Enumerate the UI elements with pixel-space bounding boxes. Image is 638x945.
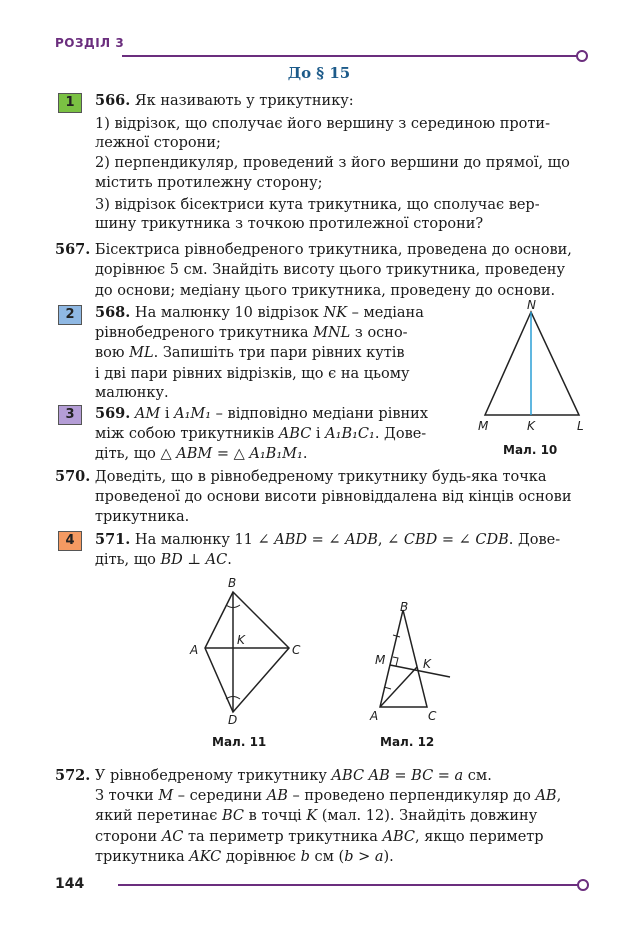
problem-570-text: трикутника. [95,509,190,525]
triangle-mnl [485,312,579,415]
problem-572-text: який перетинає BC в точці K (мал. 12). Знайдіть довжину [95,808,538,824]
problem-568-text: вою ML. Запишіть три пари рівних кутів [95,345,405,361]
header-rule [122,55,577,57]
problem-572-number: 572. [55,767,91,784]
perpendicular-mk [390,665,450,677]
problem-569-text: діть, що △ ABM = △ A₁B₁M₁. [95,446,308,462]
section-label: РОЗДІЛ 3 [55,36,125,50]
right-angle-mark [393,657,398,666]
figure-11 [185,570,315,730]
problem-566-question: Як називають у трикутнику: [130,93,354,109]
level-2-badge: 2 [58,305,82,325]
problem-572-line: 572. У рівнобедреному трикутнику ABC AB = BC = a см. [55,767,492,784]
problem-570-line: 570. Доведіть, що в рівнобедреному трикутнику будь-яка точка [55,468,547,485]
problem-566-text: 3) відрізок бісектриси кута трикутника, що сполучає вер- [95,197,540,213]
problem-566-text: містить протилежну сторону; [95,175,323,191]
label-n: N [527,300,536,312]
problem-567-number: 567. [55,241,91,258]
quadrilateral-abcd [205,592,289,712]
problem-569-line: 569. AM і A₁M₁ – відповідно медіани рівних [95,405,428,422]
label-k: K [527,419,535,433]
label-b: B [400,600,409,614]
label-a: A [190,643,199,657]
label-a: A [370,709,379,723]
problem-572-text: трикутника AKC дорівнює b см (b > a). [95,849,394,865]
problem-567-line [55,240,572,260]
page-number: 144 [55,876,85,892]
problem-568-number: 568. [95,304,131,321]
footer-rule [118,884,578,886]
problem-570-number: 570. [55,468,91,485]
problem-572-text: З точки M – середини AB – проведено перпендикуляр до AB, [95,788,562,804]
problem-566-text: лежної сторони; [95,135,221,151]
label-c: C [428,709,437,723]
figure-10-caption: Мал. 10 [503,443,558,457]
problem-567-text: до основи; медіану цього трикутника, проведену до основи. [95,283,556,299]
label-m: M [478,419,489,433]
header-rule-end-dot [576,50,588,62]
problem-566-text: шину трикутника з точкою протилежної сторони? [95,216,484,232]
label-d: D [228,713,238,727]
problem-566-number: 566. [95,92,131,109]
figure-10 [470,300,600,445]
problem-569-text: між собою трикутників ABC і A₁B₁C₁. Дове- [95,426,427,442]
problem-568-text: і дві пари рівних відрізків, що є на цьому [95,366,410,382]
label-b: B [228,576,237,590]
figure-11-caption: Мал. 11 [212,735,267,749]
problem-569-number: 569. [95,405,131,422]
page-title: До § 15 [287,64,351,82]
level-4-badge: 4 [58,531,82,551]
problem-568-line: 568. На малюнку 10 відрізок NK – медіана [95,304,424,321]
label-l: L [577,419,584,433]
label-c: C [292,643,301,657]
problem-570-text: проведеної до основи висоти рівновіддалена від кінців основи [95,489,572,505]
label-k: K [237,633,245,647]
label-m: M [375,653,386,667]
level-1-badge: 1 [58,93,82,113]
triangle-abc [380,610,427,707]
problem-567-text: дорівнює 5 см. Знайдіть висоту цього трикутника, проведену [95,262,565,278]
problem-567-text: Бісектриса рівнобедреного трикутника, проведена до основи, [90,242,572,258]
problem-571-number: 571. [95,531,131,548]
problem-568-text: рівнобедреного трикутника MNL з осно- [95,325,408,341]
figure-12-caption: Мал. 12 [380,735,435,749]
problem-566-text: 1) відрізок, що сполучає його вершину з серединою проти- [95,116,550,132]
problem-568-text: малюнку. [95,385,169,401]
problem-566-line [95,91,354,111]
problem-572-text: сторони AC та периметр трикутника ABC, якщо периметр [95,829,544,845]
label-k: K [423,657,431,671]
footer-rule-end-dot [577,879,589,891]
problem-571-text: діть, що BD ⊥ AC. [95,552,232,568]
level-3-badge: 3 [58,405,82,425]
problem-571-line: 571. На малюнку 11 ∠ ABD = ∠ ADB, ∠ CBD = ∠ CDB. Дове- [95,531,561,548]
figure-12 [362,595,462,730]
problem-566-text: 2) перпендикуляр, проведений з його вершини до прямої, що [95,155,570,171]
